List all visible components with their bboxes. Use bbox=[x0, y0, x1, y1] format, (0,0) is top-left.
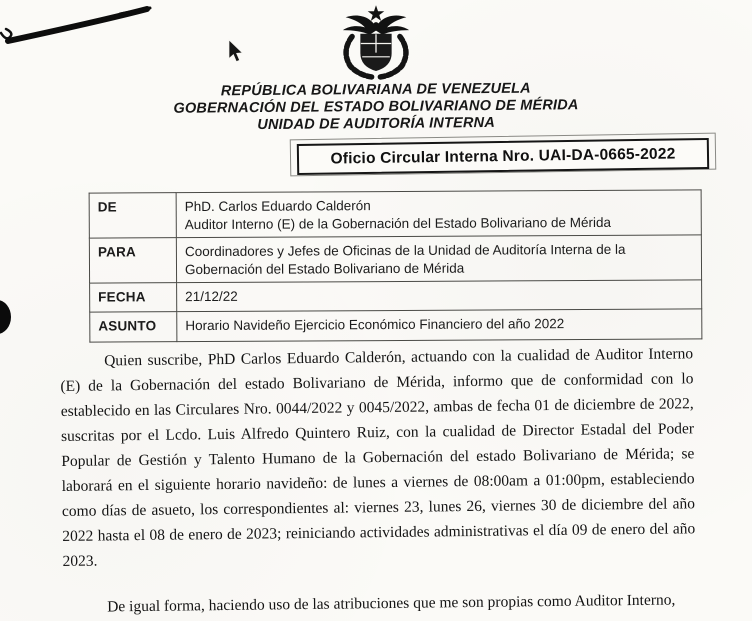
hole-punch-shadow-icon bbox=[0, 300, 11, 334]
letterhead-line-unit: UNIDAD DE AUDITORÍA INTERNA bbox=[257, 114, 496, 134]
letterhead bbox=[0, 79, 752, 137]
document-title: Oficio Circular Interna Nro. UAI-DA-0665-2022 bbox=[330, 144, 676, 168]
memo-header-table bbox=[89, 189, 703, 342]
letterhead-line-government: GOBERNACIÓN DEL ESTADO BOLIVARIANO DE MÉRIDA bbox=[173, 97, 579, 117]
coat-of-arms-icon bbox=[330, 5, 422, 81]
memo-label-de: DE bbox=[89, 193, 176, 239]
memo-row-fecha bbox=[90, 280, 702, 312]
memo-row-asunto bbox=[90, 309, 702, 342]
mouse-cursor-icon bbox=[229, 40, 242, 62]
memo-label-asunto: ASUNTO bbox=[90, 312, 177, 342]
pen-mark-icon bbox=[1, 8, 150, 41]
memo-value-de: PhD. Carlos Eduardo Calderón Auditor Interno (E) de la Gobernación del Estado Bolivariano de Mérida bbox=[176, 190, 701, 238]
memo-row-para bbox=[89, 235, 701, 283]
body-paragraph-2: De igual forma, haciendo uso de las atribuciones que me son propias como Auditor Interno, bbox=[107, 591, 676, 616]
memo-label-fecha: FECHA bbox=[90, 283, 177, 312]
memo-value-fecha: 21/12/22 bbox=[177, 280, 702, 312]
memo-value-para: Coordinadores y Jefes de Oficinas de la Unidad de Auditoría Interna de la Gobernación del Estado Bolivariano de Mérida bbox=[176, 235, 701, 283]
memo-label-para: PARA bbox=[89, 238, 176, 284]
memo-value-asunto: Horario Navideño Ejercicio Económico Financiero del año 2022 bbox=[177, 309, 702, 342]
letterhead-line-republic: REPÚBLICA BOLIVARIANA DE VENEZUELA bbox=[220, 80, 531, 100]
document-body bbox=[60, 341, 696, 620]
coat-of-arms-graphic bbox=[330, 5, 422, 81]
body-paragraph-1: Quien suscribe, PhD Carlos Eduardo Calderón, actuando con la cualidad de Auditor Interno (E) de la Gobernación del estado Bolivariano de Mérida, informo que de conformidad con lo establecido en las Circulares Nro. 0044/2022 y 0045/2022, ambas de fecha 01 de diciembre de 2022, suscritas por el Lcdo. Luis Alfredo Quintero Ruiz, con la cualidad de Director Estadal del Poder Popular de Gestión y Talento Humano de la Gobernación del estado Bolivariano de Mérida; se laborará en el siguiente horario navideño: de lunes a viernes de 08:00am a 01:00pm, estableciendo como días de asueto, los correspondientes al: viernes 23, lunes 26, viernes 30 de diciembre del año 2022 hasta el 08 de enero de 2023; reiniciando actividades administrativas el día 09 de enero del año 2023. bbox=[60, 345, 696, 570]
memo-row-de bbox=[89, 190, 701, 238]
document-title-box bbox=[297, 138, 709, 175]
